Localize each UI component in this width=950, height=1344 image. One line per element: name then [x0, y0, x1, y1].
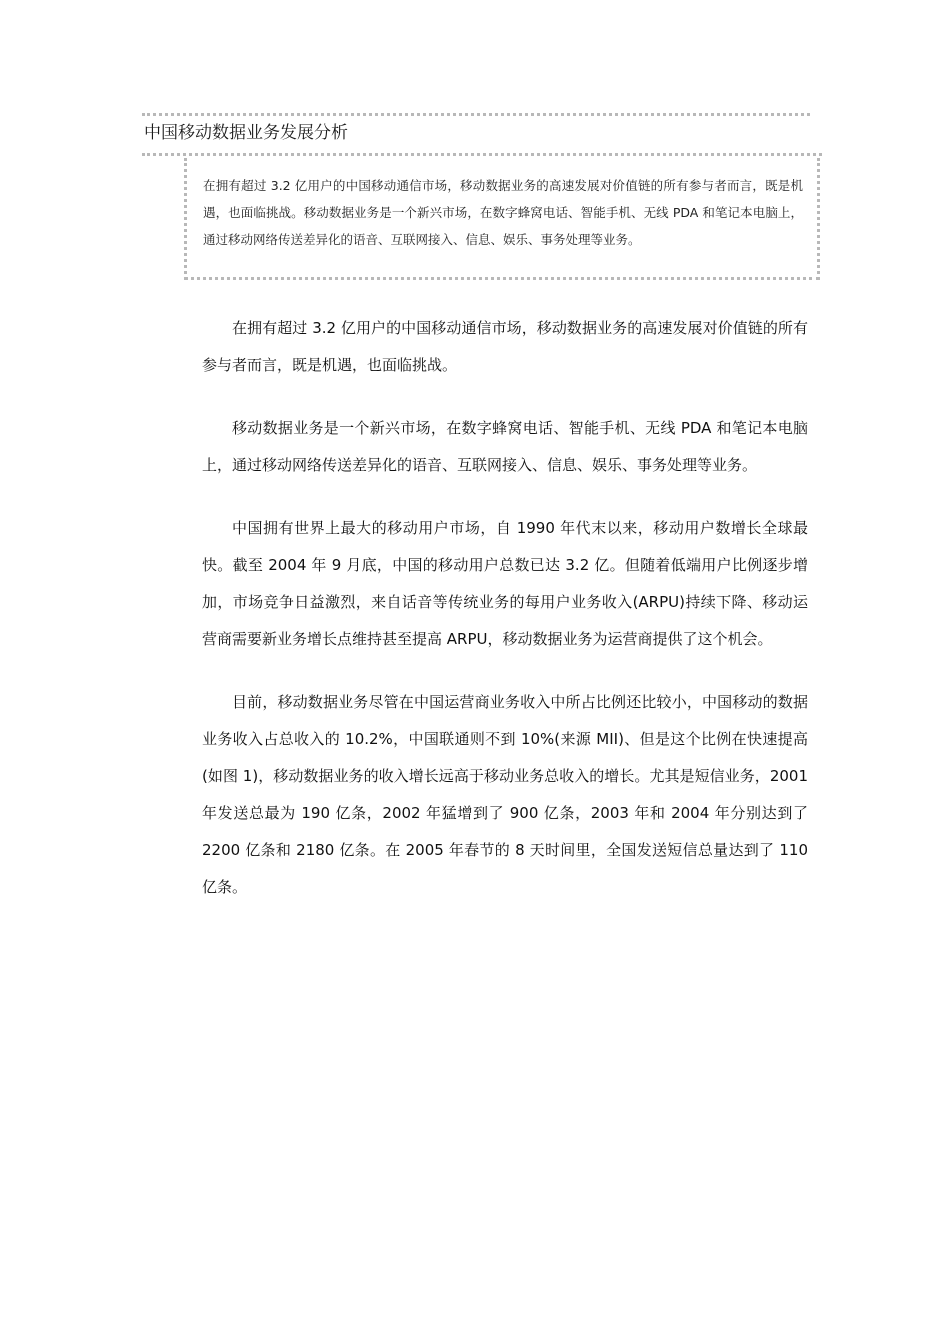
page-title: 中国移动数据业务发展分析	[144, 123, 348, 143]
paragraph-4: 目前，移动数据业务尽管在中国运营商业务收入中所占比例还比较小，中国移动的数据业务收入占总收入的 10.2%，中国联通则不到 10%(来源 MII)、但是这个比例在快速提高(如图 1)，移动数据业务的收入增长远高于移动业务总收入的增长。尤其是短信业务，2001 年发送总最为 190 亿条，2002 年猛增到了 900 亿条，2003 年和 2004 年分别达到了 2200 亿条和 2180 亿条。在 2005 年春节的 8 天时间里，全国发送短信总量达到了 110 亿条。	[202, 693, 808, 896]
paragraph-3: 中国拥有世界上最大的移动用户市场，自 1990 年代末以来，移动用户数增长全球最快。截至 2004 年 9 月底，中国的移动用户总数已达 3.2 亿。但随着低端用户比例逐步增加，市场竞争日益激烈，来自话音等传统业务的每用户业务收入(ARPU)持续下降、移动运营商需要新业务增长点维持甚至提高 ARPU，移动数据业务为运营商提供了这个机会。	[202, 519, 808, 648]
summary-box	[184, 158, 820, 280]
paragraph-2: 移动数据业务是一个新兴市场，在数字蜂窝电话、智能手机、无线 PDA 和笔记本电脑上，通过移动网络传送差异化的语音、互联网接入、信息、娱乐、事务处理等业务。	[202, 419, 808, 474]
paragraph-1: 在拥有超过 3.2 亿用户的中国移动通信市场，移动数据业务的高速发展对价值链的所有参与者而言，既是机遇，也面临挑战。	[202, 319, 808, 374]
article-body	[202, 310, 808, 932]
title-bottom-divider	[142, 153, 822, 156]
title-top-divider	[142, 113, 810, 116]
summary-text: 在拥有超过 3.2 亿用户的中国移动通信市场，移动数据业务的高速发展对价值链的所有参与者而言，既是机遇，也面临挑战。移动数据业务是一个新兴市场，在数字蜂窝电话、智能手机、无线 PDA 和笔记本电脑上，通过移动网络传送差异化的语音、互联网接入、信息、娱乐、事务处理等业务。	[203, 178, 803, 247]
